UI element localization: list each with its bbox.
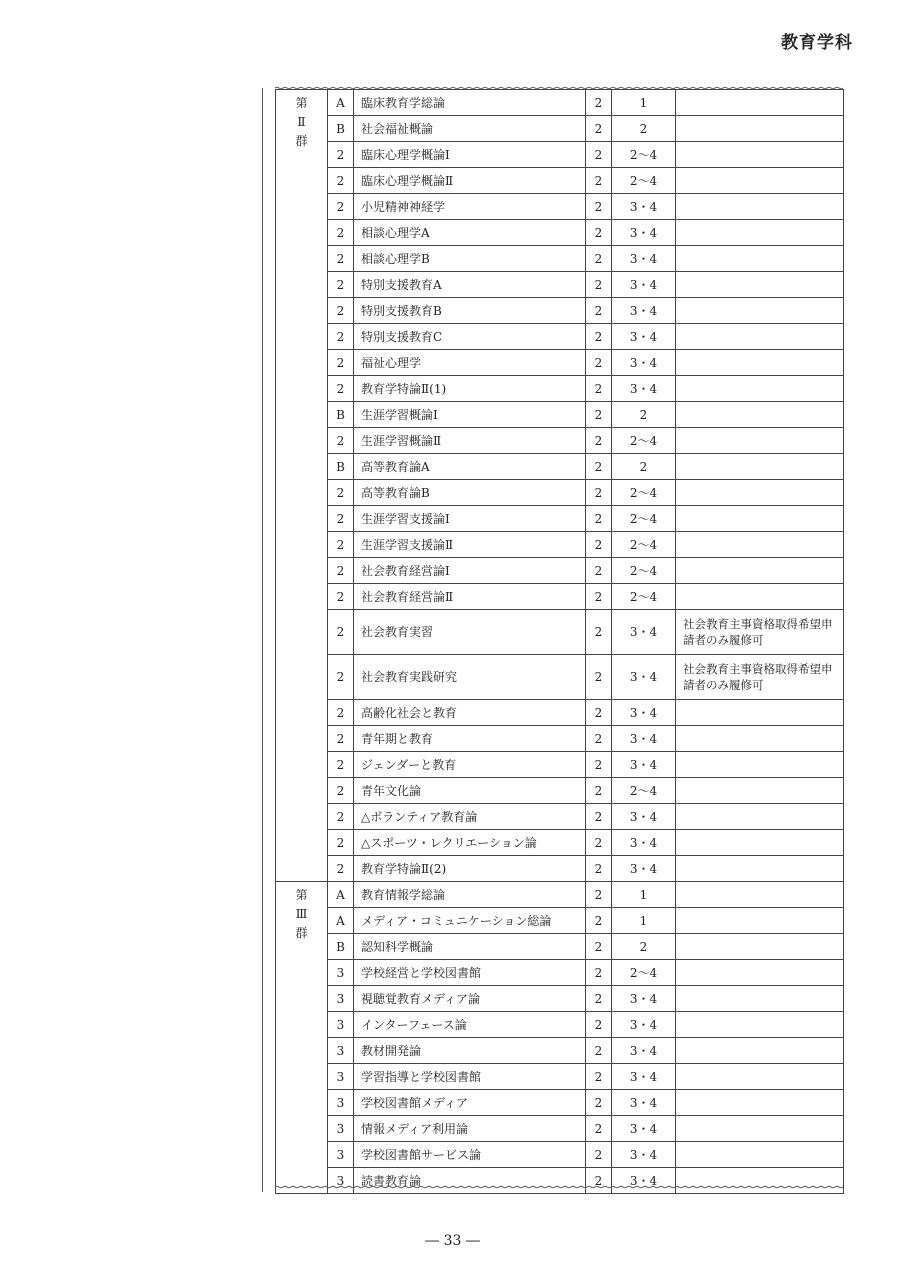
cell-year: 2～4 [612,584,676,610]
cell-type: 2 [328,778,354,804]
cell-type: 3 [328,960,354,986]
table-row [276,428,844,454]
table-row [276,830,844,856]
cell-note [676,778,844,804]
table-row [276,986,844,1012]
table-row [276,856,844,882]
cell-credits: 2 [586,116,612,142]
cell-credits: 2 [586,532,612,558]
cell-credits: 2 [586,558,612,584]
cell-name: メディア・コミュニケーション総論 [354,908,586,934]
course-table-body [276,90,844,1194]
cell-note [676,1038,844,1064]
cell-credits: 2 [586,804,612,830]
cell-credits: 2 [586,934,612,960]
table-row [276,655,844,700]
cell-name: 学校図書館メディア [354,1090,586,1116]
cell-note [676,220,844,246]
cell-year: 3・4 [612,610,676,655]
cell-credits: 2 [586,376,612,402]
cell-type: 2 [328,558,354,584]
cell-name: 生涯学習支援論Ⅱ [354,532,586,558]
table-row [276,298,844,324]
cell-note [676,428,844,454]
cell-note [676,908,844,934]
cell-year: 3・4 [612,655,676,700]
table-row [276,1142,844,1168]
cell-credits: 2 [586,908,612,934]
cell-name: 青年期と教育 [354,726,586,752]
cell-name: 視聴覚教育メディア論 [354,986,586,1012]
cell-type: 2 [328,246,354,272]
cell-type: 3 [328,986,354,1012]
cell-type: 2 [328,655,354,700]
cell-name: 教育学特論Ⅱ(2) [354,856,586,882]
cell-note [676,142,844,168]
cell-note [676,532,844,558]
cell-credits: 2 [586,830,612,856]
cell-credits: 2 [586,480,612,506]
cell-note [676,350,844,376]
cell-note [676,1012,844,1038]
cell-name: 特別支援教育C [354,324,586,350]
cell-year: 3・4 [612,1064,676,1090]
cell-credits: 2 [586,584,612,610]
table-row [276,700,844,726]
cell-credits: 2 [586,246,612,272]
cell-type: 2 [328,532,354,558]
cell-year: 2～4 [612,778,676,804]
cell-name: 学習指導と学校図書館 [354,1064,586,1090]
cell-name: 認知科学概論 [354,934,586,960]
cell-year: 3・4 [612,726,676,752]
cell-note [676,1090,844,1116]
cell-credits: 2 [586,402,612,428]
cell-year: 3・4 [612,856,676,882]
table-row [276,220,844,246]
group-label: 第 Ⅱ 群 [295,96,308,148]
cell-credits: 2 [586,142,612,168]
cell-note [676,506,844,532]
cell-year: 1 [612,882,676,908]
cell-type: 3 [328,1064,354,1090]
cell-credits: 2 [586,1012,612,1038]
cell-credits: 2 [586,882,612,908]
cell-year: 3・4 [612,298,676,324]
table-row [276,778,844,804]
cell-year: 2～4 [612,558,676,584]
cell-type: 2 [328,856,354,882]
cell-credits: 2 [586,168,612,194]
table-bottom-wavy-edge [275,1185,843,1189]
cell-name: 臨床教育学総論 [354,90,586,116]
cell-year: 2～4 [612,480,676,506]
cell-name: △スポーツ・レクリエーション論 [354,830,586,856]
cell-type: A [328,882,354,908]
table-row [276,1116,844,1142]
table-row [276,246,844,272]
cell-credits: 2 [586,506,612,532]
cell-year: 3・4 [612,194,676,220]
cell-note [676,402,844,428]
cell-year: 3・4 [612,804,676,830]
cell-note [676,882,844,908]
cell-type: 2 [328,272,354,298]
cell-name: 青年文化論 [354,778,586,804]
table-row [276,1012,844,1038]
cell-type: 2 [328,142,354,168]
table-row [276,1064,844,1090]
cell-note [676,168,844,194]
cell-year: 3・4 [612,376,676,402]
cell-note [676,558,844,584]
cell-type: 2 [328,428,354,454]
cell-year: 3・4 [612,986,676,1012]
cell-note [676,376,844,402]
cell-name: 教材開発論 [354,1038,586,1064]
cell-year: 3・4 [612,246,676,272]
cell-note: 社会教育主事資格取得希望申請者のみ履修可 [676,610,844,655]
cell-year: 3・4 [612,272,676,298]
table-row [276,116,844,142]
cell-note [676,960,844,986]
cell-type: 2 [328,752,354,778]
table-row [276,324,844,350]
cell-credits: 2 [586,700,612,726]
cell-name: ジェンダーと教育 [354,752,586,778]
table-row [276,1090,844,1116]
cell-note [676,726,844,752]
cell-note [676,1168,844,1194]
cell-credits: 2 [586,986,612,1012]
cell-name: 相談心理学A [354,220,586,246]
cell-type: 3 [328,1012,354,1038]
cell-name: 教育情報学総論 [354,882,586,908]
cell-type: A [328,90,354,116]
cell-name: 社会教育実習 [354,610,586,655]
cell-credits: 2 [586,194,612,220]
cell-credits: 2 [586,752,612,778]
table-row [276,908,844,934]
cell-name: 臨床心理学概論Ⅱ [354,168,586,194]
cell-name: 相談心理学B [354,246,586,272]
table-row [276,1038,844,1064]
cell-note [676,856,844,882]
group-label: 第 Ⅲ 群 [295,888,308,940]
cell-type: 2 [328,610,354,655]
cell-note [676,194,844,220]
cell-year: 3・4 [612,752,676,778]
cell-type: 2 [328,324,354,350]
cell-year: 3・4 [612,830,676,856]
table-row [276,726,844,752]
cell-year: 2 [612,454,676,480]
cell-year: 2 [612,116,676,142]
cell-note [676,480,844,506]
table-row [276,480,844,506]
cell-type: 2 [328,700,354,726]
cell-year: 3・4 [612,1090,676,1116]
table-row [276,350,844,376]
cell-type: 2 [328,726,354,752]
cell-credits: 2 [586,350,612,376]
cell-note [676,324,844,350]
cell-type: 2 [328,298,354,324]
cell-note [676,298,844,324]
table-row [276,168,844,194]
table-row [276,882,844,908]
cell-credits: 2 [586,272,612,298]
cell-credits: 2 [586,1090,612,1116]
cell-year: 2～4 [612,428,676,454]
cell-type: B [328,116,354,142]
cell-year: 2～4 [612,168,676,194]
table-row [276,194,844,220]
cell-note [676,90,844,116]
cell-note: 社会教育主事資格取得希望申請者のみ履修可 [676,655,844,700]
cell-note [676,1064,844,1090]
margin-rule [262,88,263,1192]
cell-type: A [328,908,354,934]
group-label-cell [276,882,328,1194]
cell-credits: 2 [586,428,612,454]
table-row [276,558,844,584]
cell-type: B [328,934,354,960]
cell-type: 2 [328,830,354,856]
cell-name: 生涯学習概論Ⅱ [354,428,586,454]
cell-name: 読書教育論 [354,1168,586,1194]
cell-note [676,584,844,610]
cell-name: 特別支援教育B [354,298,586,324]
cell-name: 高等教育論B [354,480,586,506]
cell-name: △ボランティア教育論 [354,804,586,830]
cell-name: 情報メディア利用論 [354,1116,586,1142]
cell-credits: 2 [586,90,612,116]
cell-year: 2～4 [612,532,676,558]
table-row [276,272,844,298]
table-row [276,752,844,778]
cell-name: 社会教育実践研究 [354,655,586,700]
cell-name: 小児精神神経学 [354,194,586,220]
cell-note [676,986,844,1012]
cell-type: 2 [328,804,354,830]
cell-year: 3・4 [612,1142,676,1168]
cell-name: 福祉心理学 [354,350,586,376]
cell-name: 学校図書館サービス論 [354,1142,586,1168]
cell-credits: 2 [586,726,612,752]
cell-year: 2 [612,402,676,428]
cell-credits: 2 [586,1168,612,1194]
cell-type: 2 [328,194,354,220]
cell-note [676,752,844,778]
cell-note [676,700,844,726]
cell-type: 2 [328,506,354,532]
cell-credits: 2 [586,1064,612,1090]
cell-year: 2～4 [612,142,676,168]
cell-note [676,272,844,298]
cell-year: 2～4 [612,506,676,532]
cell-year: 3・4 [612,1012,676,1038]
table-row [276,376,844,402]
cell-credits: 2 [586,1038,612,1064]
table-row [276,584,844,610]
cell-type: 3 [328,1090,354,1116]
cell-type: 2 [328,480,354,506]
group-label-cell [276,90,328,882]
cell-note [676,1142,844,1168]
cell-type: 2 [328,584,354,610]
cell-type: 2 [328,376,354,402]
cell-note [676,934,844,960]
cell-note [676,246,844,272]
table-row [276,90,844,116]
cell-credits: 2 [586,655,612,700]
cell-name: 学校経営と学校図書館 [354,960,586,986]
cell-year: 3・4 [612,700,676,726]
cell-type: 3 [328,1168,354,1194]
cell-year: 3・4 [612,220,676,246]
cell-name: 臨床心理学概論Ⅰ [354,142,586,168]
page-header-title: 教育学科 [781,33,853,53]
cell-credits: 2 [586,1142,612,1168]
cell-credits: 2 [586,220,612,246]
cell-name: 教育学特論Ⅱ(1) [354,376,586,402]
cell-name: 特別支援教育A [354,272,586,298]
cell-credits: 2 [586,778,612,804]
cell-year: 3・4 [612,1038,676,1064]
table-row [276,532,844,558]
cell-year: 1 [612,90,676,116]
cell-note [676,804,844,830]
cell-credits: 2 [586,454,612,480]
cell-note [676,830,844,856]
cell-type: 2 [328,350,354,376]
cell-name: 社会教育経営論Ⅱ [354,584,586,610]
cell-year: 1 [612,908,676,934]
cell-credits: 2 [586,610,612,655]
cell-note [676,116,844,142]
cell-note [676,454,844,480]
page-number: ― 33 ― [425,1233,480,1249]
cell-type: 3 [328,1116,354,1142]
table-row [276,804,844,830]
cell-credits: 2 [586,960,612,986]
cell-year: 3・4 [612,324,676,350]
table-row [276,610,844,655]
cell-name: 生涯学習支援論Ⅰ [354,506,586,532]
cell-credits: 2 [586,856,612,882]
cell-year: 3・4 [612,1168,676,1194]
cell-type: 2 [328,220,354,246]
table-row [276,934,844,960]
table-row [276,506,844,532]
cell-credits: 2 [586,1116,612,1142]
table-row [276,960,844,986]
cell-name: 高齢化社会と教育 [354,700,586,726]
table-row [276,1168,844,1194]
cell-name: 生涯学習概論Ⅰ [354,402,586,428]
cell-type: B [328,454,354,480]
cell-year: 3・4 [612,1116,676,1142]
cell-name: 高等教育論A [354,454,586,480]
cell-year: 3・4 [612,350,676,376]
table-row [276,402,844,428]
cell-credits: 2 [586,324,612,350]
course-table [275,89,844,1194]
cell-type: 3 [328,1038,354,1064]
cell-type: 3 [328,1142,354,1168]
cell-name: 社会教育経営論Ⅰ [354,558,586,584]
cell-type: B [328,402,354,428]
table-row [276,454,844,480]
cell-name: インターフェース論 [354,1012,586,1038]
cell-credits: 2 [586,298,612,324]
cell-year: 2～4 [612,960,676,986]
cell-type: 2 [328,168,354,194]
cell-year: 2 [612,934,676,960]
cell-name: 社会福祉概論 [354,116,586,142]
table-row [276,142,844,168]
cell-note [676,1116,844,1142]
